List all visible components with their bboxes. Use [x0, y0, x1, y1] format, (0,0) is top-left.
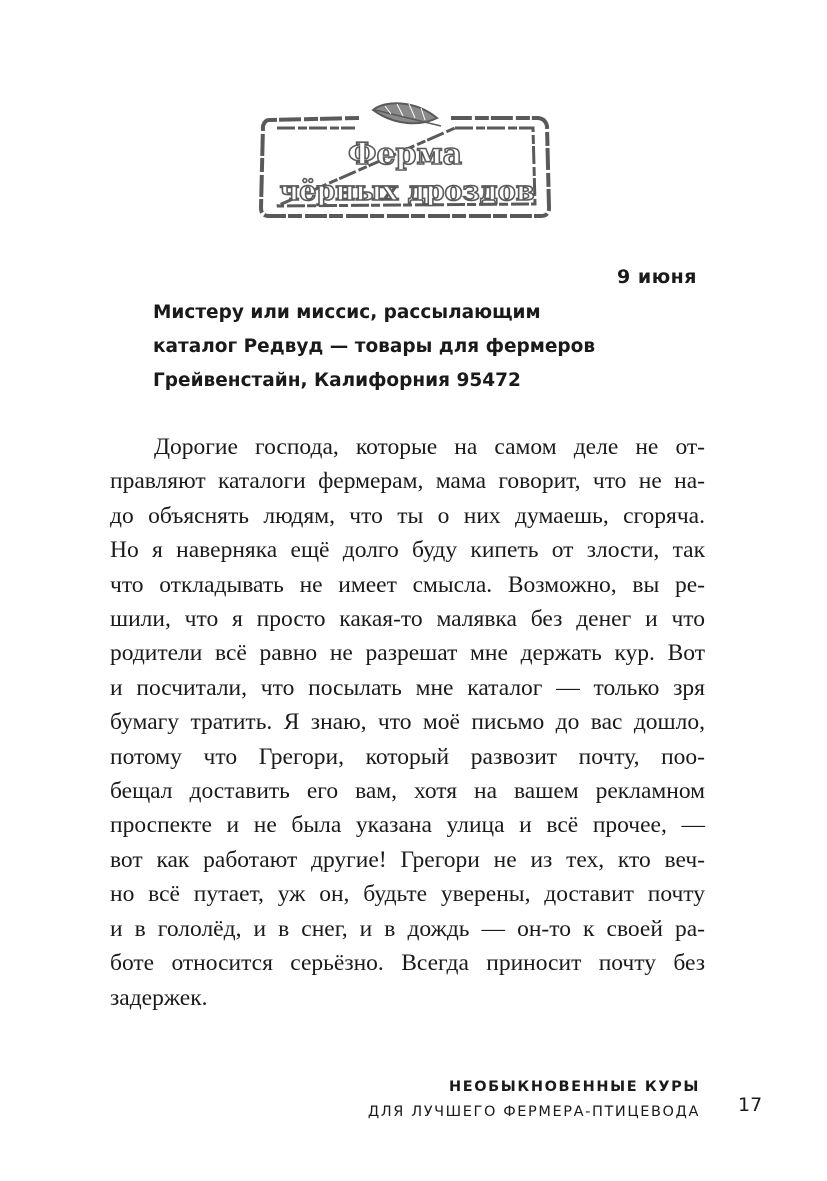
running-footer	[368, 1075, 700, 1125]
letter-date: 9 июня	[617, 266, 697, 288]
body-line: что откладывать не имеет смысла. Возможно, вы ре-	[110, 571, 705, 598]
stamp-line-1: Ферма	[347, 137, 463, 172]
letter-body	[110, 430, 705, 1015]
body-line: боте относится серьёзно. Всегда приносит почту без	[110, 950, 705, 977]
body-line: Но я наверняка ещё долго буду кипеть от злости, так	[110, 537, 705, 564]
address-line: Грейвенстайн, Калифорния 95472	[153, 370, 521, 391]
stamp-frame	[255, 96, 555, 224]
body-line: бещал доставить его вам, хотя на вашем рекламном	[110, 778, 705, 805]
address-line: каталог Редвуд — товары для фермеров	[153, 336, 596, 357]
feather-icon	[373, 103, 441, 126]
body-line: правляют каталоги фермерам, мама говорит, что не на-	[110, 468, 705, 495]
farm-stamp	[255, 96, 555, 224]
body-line: задержек.	[110, 984, 208, 1011]
stamp-line-2: чёрных дроздов	[279, 176, 535, 207]
body-line: шили, что я просто какая-то малявка без денег и что	[110, 606, 705, 633]
body-line: проспекте и не была указана улица и всё прочее, —	[110, 812, 705, 839]
page-number: 17	[738, 1094, 763, 1116]
body-line: Дорогие господа, которые на самом деле не от-	[154, 434, 705, 460]
body-line: бумагу тратить. Я знаю, что моё письмо до вас дошло,	[110, 709, 705, 736]
letter-address	[153, 296, 595, 398]
book-title-line-1: НЕОБЫКНОВЕННЫЕ КУРЫ	[448, 1079, 700, 1095]
body-line: но всё путает, уж он, будьте уверены, доставит почту	[110, 881, 705, 908]
body-line: потому что Грегори, который развозит почту, поо-	[110, 743, 705, 770]
body-line: и в гололёд, и в снег, и в дождь — он-то к своей ра-	[110, 915, 705, 942]
address-line: Мистеру или миссис, рассылающим	[153, 302, 541, 323]
body-line: и посчитали, что посылать мне каталог — только зря	[110, 674, 705, 701]
body-line: родители всё равно не разрешат мне держать кур. Вот	[110, 640, 705, 667]
book-title-line-2: ДЛЯ ЛУЧШЕГО ФЕРМЕРА-ПТИЦЕВОДА	[367, 1104, 700, 1120]
body-line: вот как работают другие! Грегори не из тех, кто веч-	[110, 846, 705, 873]
body-line: до объяснять людям, что ты о них думаешь, сгоряча.	[110, 502, 705, 529]
